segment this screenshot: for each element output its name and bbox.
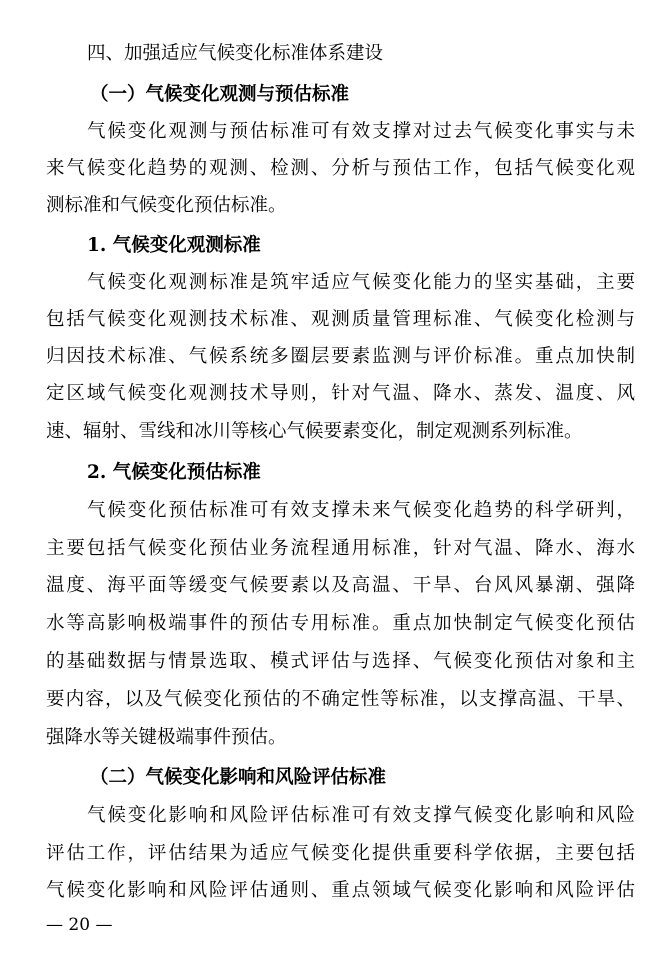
paragraph-line: 气候变化观测标准是筑牢适应气候变化能力的坚实基础，主要	[87, 272, 635, 293]
paragraph-line: 气候变化影响和风险评估标准可有效支撑气候变化影响和风险	[87, 805, 635, 826]
paragraph-line: 定区域气候变化观测技术导则，针对气温、降水、蒸发、温度、风	[46, 383, 635, 404]
paragraph-line: 归因技术标准、气候系统多圈层要素监测与评价标准。重点加快制	[46, 346, 635, 367]
paragraph-line: 要内容，以及气候变化预估的不确定性等标准，以支撑高温、干旱、	[46, 689, 635, 710]
paragraph-line: 气候变化预估标准可有效支撑未来气候变化趋势的科学研判，	[87, 500, 635, 521]
paragraph-line: 评估工作，评估结果为适应气候变化提供重要科学依据，主要包括	[46, 843, 635, 864]
paragraph-line: 水等高影响极端事件的预估专用标准。重点加快制定气候变化预估	[46, 613, 635, 634]
subsection-heading-impact-risk: （二）气候变化影响和风险评估标准	[90, 767, 387, 788]
paragraph-line: 气候变化观测与预估标准可有效支撑对过去气候变化事实与未	[87, 121, 635, 142]
section-heading: 四、加强适应气候变化标准体系建设	[87, 43, 384, 64]
paragraph-line: 的基础数据与情景选取、模式评估与选择、气候变化预估对象和主	[46, 651, 635, 672]
paragraph-line: 包括气候变化观测技术标准、观测质量管理标准、气候变化检测与	[46, 309, 635, 330]
item-heading-projection: 2. 气候变化预估标准	[87, 462, 261, 483]
paragraph-line: 测标准和气候变化预估标准。	[46, 195, 287, 216]
paragraph-line: 来气候变化趋势的观测、检测、分析与预估工作，包括气候变化观	[46, 158, 635, 179]
page-number: — 20 —	[46, 915, 113, 935]
paragraph-line: 速、辐射、雪线和冰川等核心气候要素变化，制定观测系列标准。	[46, 421, 583, 442]
paragraph-line: 主要包括气候变化预估业务流程通用标准，针对气温、降水、海水	[46, 538, 635, 559]
paragraph-line: 气候变化影响和风险评估通则、重点领域气候变化影响和风险评估	[46, 880, 635, 901]
paragraph-line: 温度、海平面等缓变气候要素以及高温、干旱、台风风暴潮、强降	[46, 575, 635, 596]
subsection-heading-observation-projection: （一）气候变化观测与预估标准	[90, 84, 350, 105]
paragraph-line: 强降水等关键极端事件预估。	[46, 727, 287, 748]
item-heading-observation: 1. 气候变化观测标准	[87, 235, 261, 256]
